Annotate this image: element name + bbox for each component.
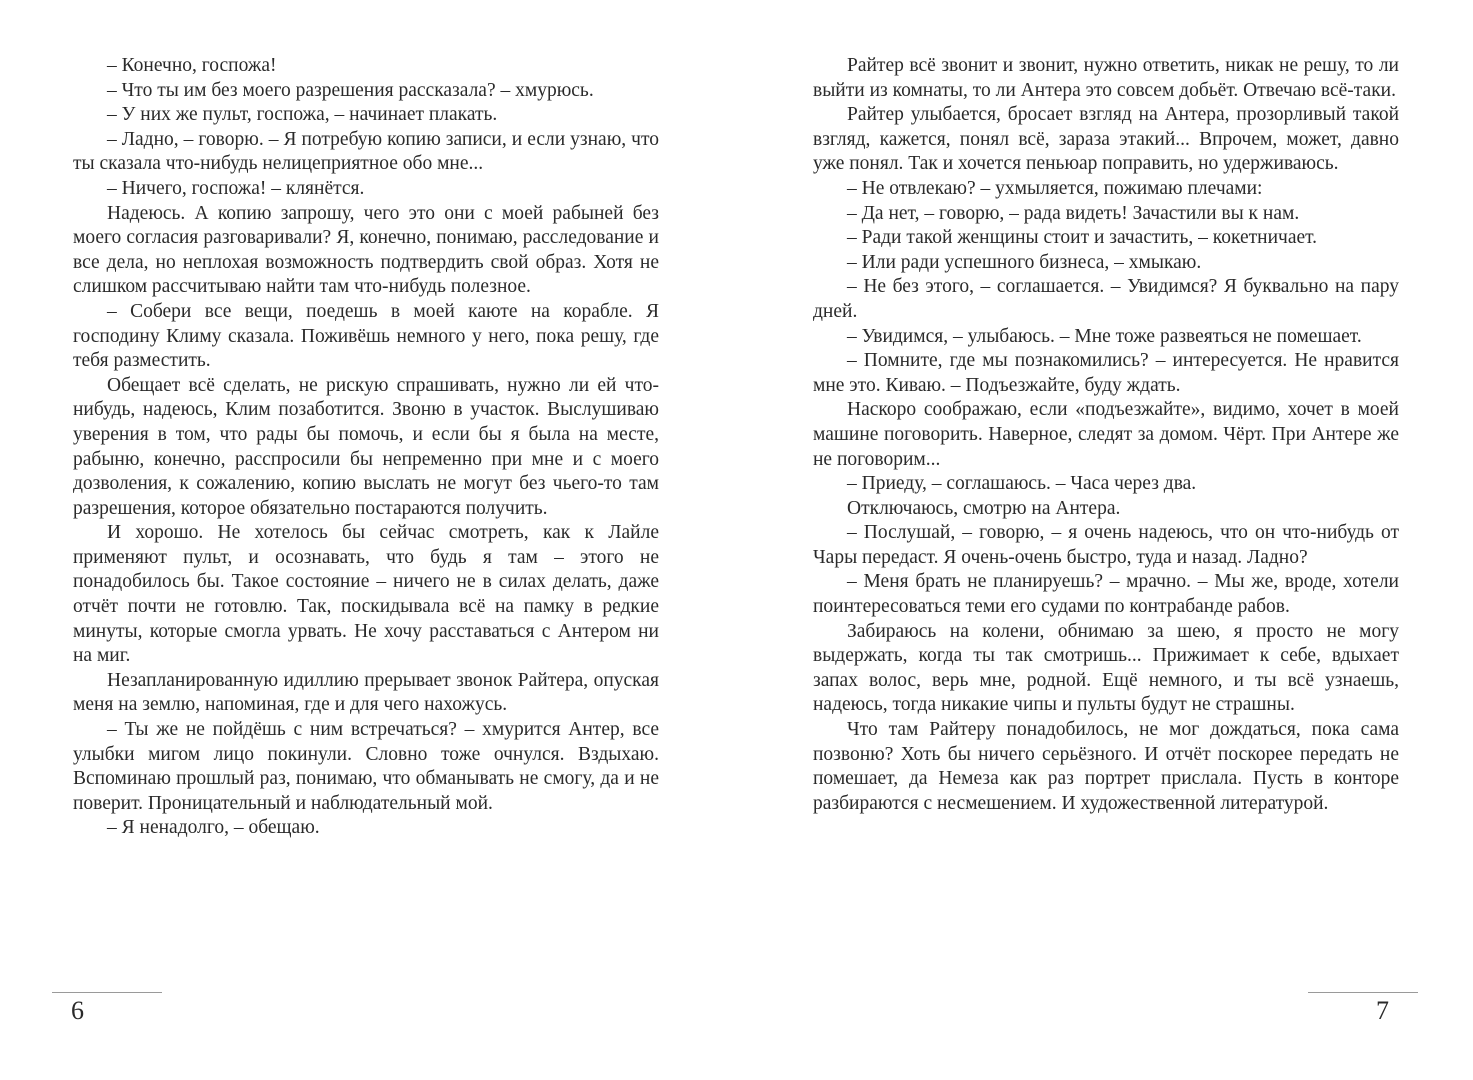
paragraph: – У них же пульт, госпожа, – начинает плакать. xyxy=(107,104,498,126)
paragraph: – Приеду, – соглашаюсь. – Часа через два. xyxy=(847,473,1197,495)
paragraph: Отключаюсь, смотрю на Антера. xyxy=(847,497,1121,519)
page-number: 6 xyxy=(71,996,84,1025)
paragraph: – Да нет, – говорю, – рада видеть! Зачастили вы к нам. xyxy=(847,202,1300,224)
footer-divider xyxy=(1308,992,1418,993)
paragraph: Что там Райтеру понадобилось, не мог дождаться, пока сама позвоню? Хоть бы ничего серьёзного. И отчёт поскорее передать не помешает, да Немеза как раз портрет прислала. Пусть в конторе разбираются с несмешением. И художественной литературой. xyxy=(813,719,1399,814)
paragraph: Обещает всё сделать, не рискую спрашивать, нужно ли ей что-нибудь, надеюсь, Клим позаботится. Звоню в участок. Выслушиваю уверения в том, что рады бы помочь, и если бы я была на месте, рабыню, конечно, расспросили бы непременно при мне и с моего дозволения, к сожалению, копию выслать не могут без чьего-то там разрешения, которое обязательно постараются получить. xyxy=(73,374,659,519)
paragraph: – Ладно, – говорю. – Я потребую копию записи, и если узнаю, что ты сказала что-нибудь нелицеприятное обо мне... xyxy=(73,128,659,175)
paragraph: – Увидимся, – улыбаюсь. – Мне тоже развеяться не помешает. xyxy=(847,325,1362,347)
paragraph: Наскоро соображаю, если «подъезжайте», видимо, хочет в моей машине поговорить. Наверное, следят за домом. Чёрт. При Антере же не поговорим... xyxy=(813,399,1399,470)
paragraph: – Послушай, – говорю, – я очень надеюсь, что он что-нибудь от Чары передаст. Я очень-очень быстро, туда и назад. Ладно? xyxy=(813,522,1399,568)
paragraph: И хорошо. Не хотелось бы сейчас смотреть, как к Лайле применяют пульт, и осознавать, что будь я там – этого не понадобилось бы. Такое состояние – ничего не в силах делать, даже отчёт почти не готовлю. Так, поскидывала всё на памку в редкие минуты, которые смогла урвать. Не хочу расставаться с Антером ни на миг. xyxy=(73,522,659,667)
paragraph: – Меня брать не планируешь? – мрачно. – Мы же, вроде, хотели поинтересоваться теми его судами по контрабанде рабов. xyxy=(813,571,1399,618)
paragraph: – Или ради успешного бизнеса, – хмыкаю. xyxy=(847,251,1202,273)
paragraph: – Ты же не пойдёшь с ним встречаться? – хмурится Антер, все улыбки мигом лицо покинули. Словно тоже очнулся. Вздыхаю. Вспоминаю прошлый раз, понимаю, что обманывать не смогу, да и не поверит. Проницательный и наблюдательный мой. xyxy=(73,719,659,814)
paragraph: – Ничего, госпожа! – клянётся. xyxy=(107,177,365,199)
right-page-text xyxy=(813,54,1399,816)
paragraph: Райтер всё звонит и звонит, нужно ответить, никак не решу, то ли выйти из комнаты, то ли Антера это совсем добьёт. Отвечаю всё-таки. xyxy=(813,55,1399,101)
paragraph: – Что ты им без моего разрешения рассказала? – хмурюсь. xyxy=(107,79,594,101)
left-page-text xyxy=(73,54,659,841)
paragraph: – Я ненадолго, – обещаю. xyxy=(107,817,320,839)
paragraph: – Не отвлекаю? – ухмыляется, пожимаю плечами: xyxy=(847,177,1263,199)
paragraph: – Собери все вещи, поедешь в моей каюте на корабле. Я господину Климу сказала. Поживёшь немного у него, пока решу, где тебя разместить. xyxy=(73,300,659,372)
paragraph: – Ради такой женщины стоит и зачастить, – кокетничает. xyxy=(847,227,1318,249)
footer-divider xyxy=(52,992,162,993)
paragraph: Забираюсь на колени, обнимаю за шею, я просто не могу выдержать, когда ты так смотришь... Прижимает к себе, вдыхает запах волос, верь мне, родной. Ещё немного, и ты всё узнаешь, надеюсь, тогда никакие чипы и пульты будут не страшны. xyxy=(813,620,1399,716)
paragraph: Надеюсь. А копию запрошу, чего это они с моей рабыней без моего согласия разговаривали? Я, конечно, понимаю, расследование и все дела, но неплохая возможность подтвердить свой образ. Хотя не слишком рассчитываю найти там что-нибудь полезное. xyxy=(73,202,659,298)
page-number: 7 xyxy=(1376,996,1389,1025)
paragraph: Райтер улыбается, бросает взгляд на Антера, прозорливый такой взгляд, кажется, понял всё, зараза этакий... Впрочем, может, давно уже понял. Так и хочется пеньюар поправить, но удерживаюсь. xyxy=(813,104,1399,175)
paragraph: – Конечно, госпожа! xyxy=(107,55,277,76)
paragraph: – Помните, где мы познакомились? – интересуется. Не нравится мне это. Киваю. – Подъезжайте, буду ждать. xyxy=(813,350,1399,396)
paragraph: – Не без этого, – соглашается. – Увидимся? Я буквально на пару дней. xyxy=(813,276,1399,322)
paragraph: Незапланированную идиллию прерывает звонок Райтера, опуская меня на землю, напоминая, где и для чего нахожусь. xyxy=(73,669,659,716)
